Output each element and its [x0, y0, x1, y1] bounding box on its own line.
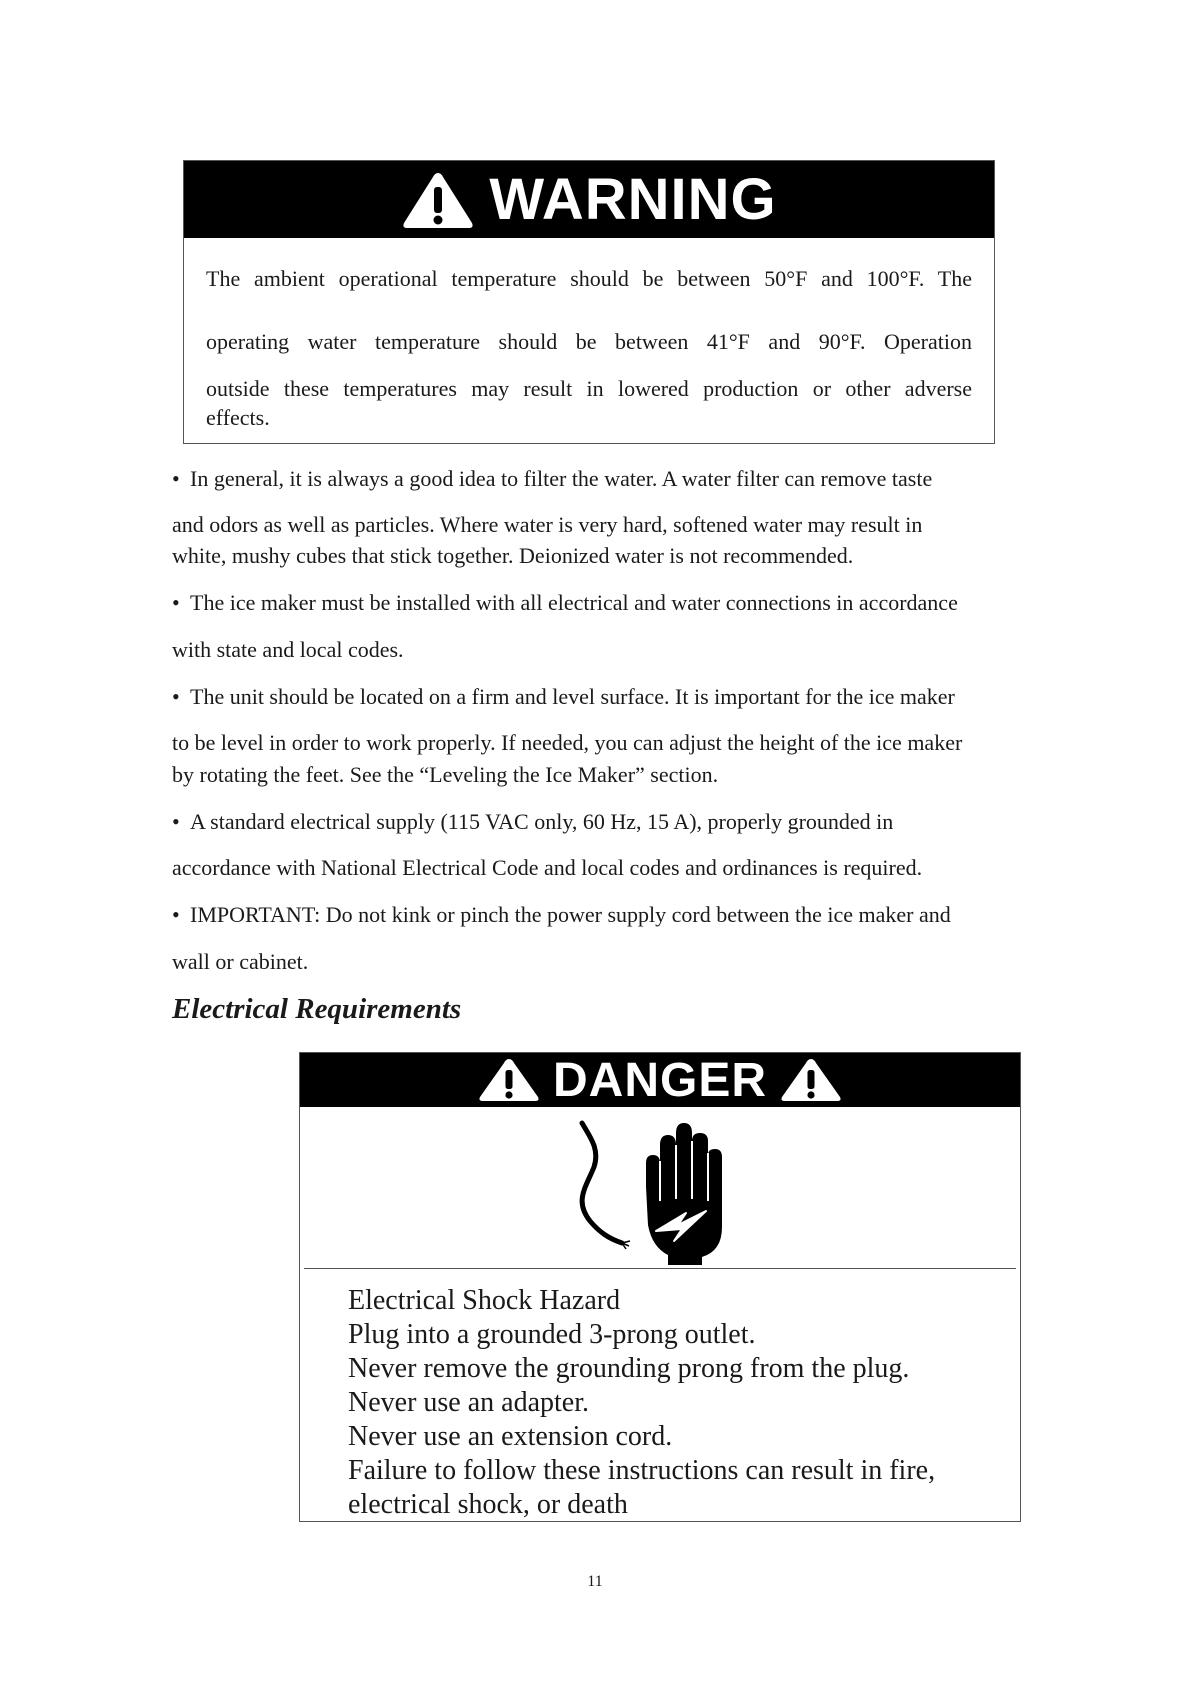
bullet-marker: • — [172, 902, 180, 927]
bullet-text-continued: white, mushy cubes that stick together. Deionized water is not recommended. — [172, 543, 854, 568]
danger-text-line: Failure to follow these instructions can result in fire, — [348, 1455, 936, 1486]
bullet-text-continued: and odors as well as particles. Where water is very hard, softened water may result in — [172, 512, 923, 537]
bullet-item — [172, 809, 893, 835]
electrical-shock-hazard-icon — [560, 1115, 760, 1265]
danger-text-line: Never use an extension cord. — [348, 1421, 673, 1452]
warning-text-line: operating water temperature should be between 41°F and 90°F. Operation — [206, 329, 972, 354]
danger-header — [300, 1053, 1020, 1107]
warning-triangle-icon — [779, 1057, 843, 1103]
danger-text-line: Plug into a grounded 3-prong outlet. — [348, 1319, 756, 1350]
bullet-text-continued: by rotating the feet. See the “Leveling the Ice Maker” section. — [172, 762, 719, 787]
bullet-text: The unit should be located on a firm and level surface. It is important for the ice maker — [190, 684, 955, 709]
bullet-text: IMPORTANT: Do not kink or pinch the power supply cord between the ice maker and — [190, 902, 951, 927]
warning-text-line: effects. — [206, 405, 270, 430]
warning-triangle-icon — [401, 170, 475, 230]
warning-text-line: The ambient operational temperature should be between 50°F and 100°F. The — [206, 266, 972, 291]
bullet-text: The ice maker must be installed with all electrical and water connections in accordance — [190, 590, 958, 615]
danger-text-line: Electrical Shock Hazard — [348, 1285, 621, 1316]
bullet-item — [172, 466, 932, 492]
bullet-text: In general, it is always a good idea to filter the water. A water filter can remove taste — [190, 466, 933, 491]
danger-box — [299, 1052, 1021, 1522]
warning-header — [184, 161, 994, 238]
bullet-item — [172, 590, 958, 616]
section-heading: Electrical Requirements — [172, 993, 462, 1025]
warning-text-line: outside these temperatures may result in lowered production or other adverse — [206, 376, 972, 401]
danger-title: DANGER — [552, 1053, 767, 1107]
bullet-text-continued: accordance with National Electrical Code and local codes and ordinances is required. — [172, 855, 923, 880]
bullet-marker: • — [172, 466, 180, 491]
bullet-text: A standard electrical supply (115 VAC only, 60 Hz, 15 A), properly grounded in — [190, 809, 894, 834]
warning-title: WARNING — [489, 167, 777, 232]
danger-text-line: Never use an adapter. — [348, 1387, 589, 1418]
bullet-text-continued: wall or cabinet. — [172, 949, 309, 974]
bullet-marker: • — [172, 590, 180, 615]
bullet-text-continued: with state and local codes. — [172, 637, 404, 662]
bullet-marker: • — [172, 684, 180, 709]
bullet-marker: • — [172, 809, 180, 834]
warning-triangle-icon — [477, 1057, 541, 1103]
bullet-text-continued: to be level in order to work properly. If needed, you can adjust the height of the ice maker — [172, 730, 963, 755]
danger-divider — [304, 1268, 1016, 1269]
warning-box — [183, 160, 995, 444]
bullet-item — [172, 684, 955, 710]
bullet-item — [172, 902, 951, 928]
danger-text-line: Never remove the grounding prong from the plug. — [348, 1353, 910, 1384]
page-number: 11 — [587, 1573, 603, 1590]
danger-text-line: electrical shock, or death — [348, 1489, 628, 1520]
